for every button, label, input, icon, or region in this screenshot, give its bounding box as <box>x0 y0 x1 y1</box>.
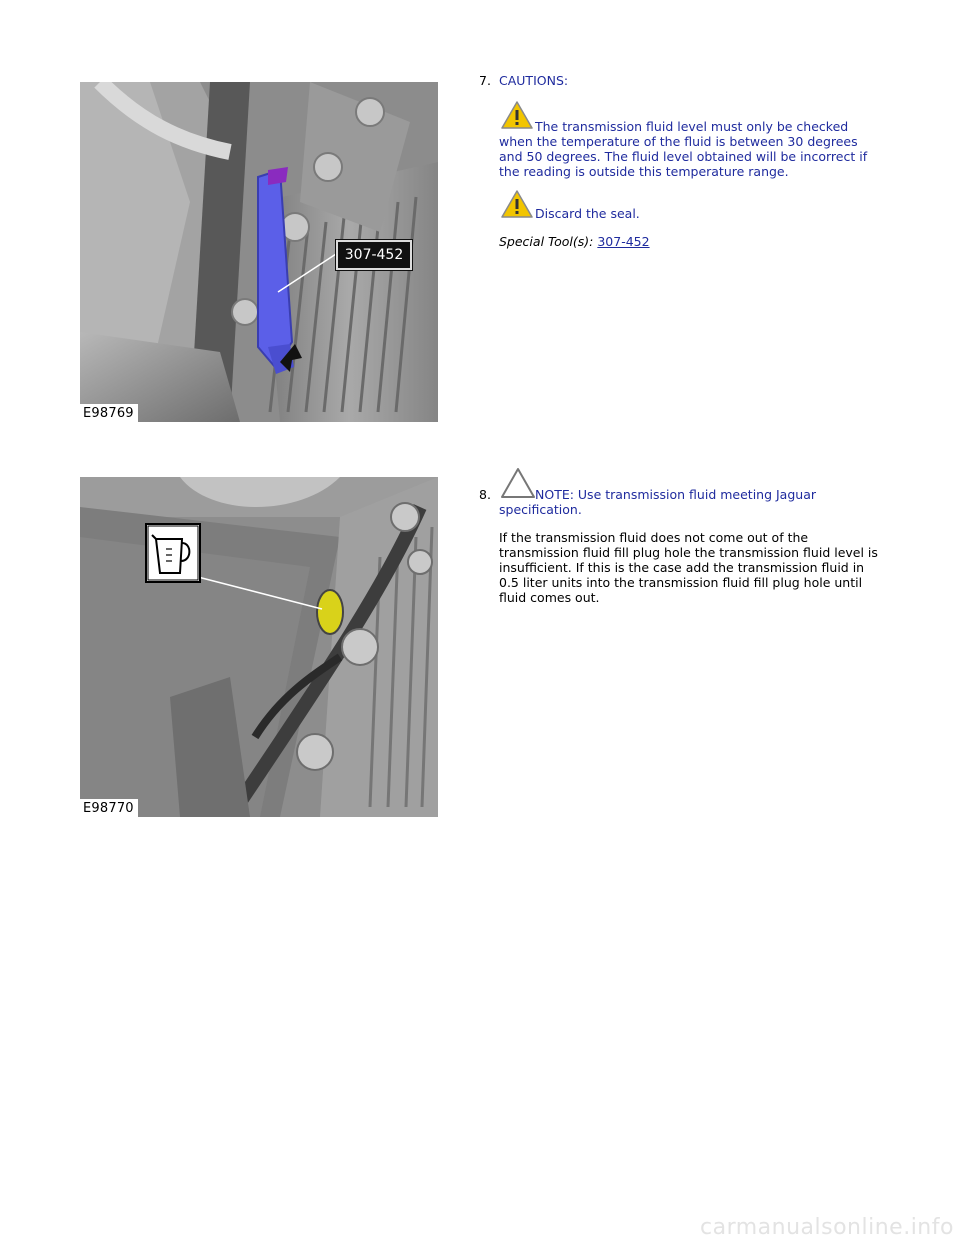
step8-illustration <box>80 477 438 817</box>
note-text: NOTE: Use transmission fluid meeting Jaguar specification. <box>499 487 816 517</box>
special-tools-line <box>499 234 889 249</box>
warning-triangle-icon <box>500 189 534 219</box>
step8-instruction: If the transmission fluid does not come out of the transmission fluid fill plug hole the transmission fluid level is insufficient. If this is the case add the transmission fluid in 0.5 liter units into the transmission fluid fill plug hole until fluid comes out. <box>499 530 878 605</box>
caution-temperature-text: The transmission fluid level must only be checked when the temperature of the fluid is between 30 degrees and 50 degrees. The fluid level obtained will be incorrect if the reading is outside this temperature range. <box>499 119 868 179</box>
cautions-heading: CAUTIONS: <box>499 73 569 88</box>
special-tools-label: Special Tool(s): <box>499 234 594 249</box>
step7-illustration <box>80 82 438 422</box>
watermark: carmanualsonline.info <box>700 1215 954 1240</box>
caution-discard-seal: Discard the seal. <box>535 206 640 221</box>
figure-id: E98770 <box>80 799 138 817</box>
special-tool-link[interactable]: 307-452 <box>597 234 650 249</box>
step-number: 7. <box>479 73 491 88</box>
step-number: 8. <box>479 487 491 502</box>
special-tool-callout: 307-452 <box>336 240 412 270</box>
fluid-fill-drawing <box>80 477 438 817</box>
figure-id: E98769 <box>80 404 138 422</box>
